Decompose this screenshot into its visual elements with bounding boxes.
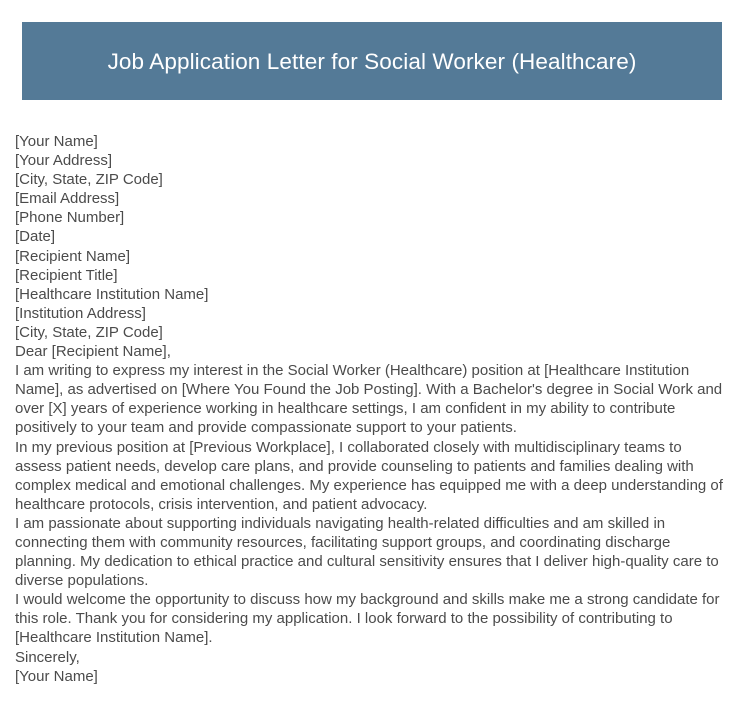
- sender-line-email: [Email Address]: [15, 190, 120, 208]
- body-paragraph-3: I am passionate about supporting individuals navigating health-related difficulties and am skilled in connecting them with community resources, facilitating support groups, and coordinating discharge planning. My dedication to ethical practice and cultural sensitivity ensures that I deliver high-quality care to diverse populations.: [15, 514, 719, 590]
- recipient-line-institution: [Healthcare Institution Name]: [15, 285, 209, 303]
- letter-body: [15, 132, 723, 686]
- recipient-line-address: [Institution Address]: [15, 304, 146, 322]
- recipient-address-block: [15, 247, 723, 342]
- body-paragraph-2: In my previous position at [Previous Workplace], I collaborated closely with multidisciplinary teams to assess patient needs, develop care plans, and provide counseling to patients and families dealing with complex medical and emotional challenges. My experience has equipped me with a deep understanding of healthcare protocols, crisis intervention, and patient advocacy.: [15, 438, 723, 513]
- sender-line-city-state-zip: [City, State, ZIP Code]: [15, 171, 163, 189]
- closing-salutation: Sincerely,: [15, 648, 80, 666]
- recipient-line-name: [Recipient Name]: [15, 247, 131, 265]
- page-title: Job Application Letter for Social Worker (Healthcare): [107, 48, 637, 74]
- recipient-line-title: [Recipient Title]: [15, 266, 118, 284]
- body-paragraph-1: I am writing to express my interest in the Social Worker (Healthcare) position at [Healthcare Institution Name], as advertised on [Where You Found the Job Posting]. With a Bachelor's degree in Social Work and over [X] years of experience working in healthcare settings, I am confident in my ability to contribute positively to your team and provide compassionate support to your patients.: [15, 362, 723, 437]
- body-paragraph-4: I would welcome the opportunity to discuss how my background and skills make me a strong candidate for this role. Thank you for considering my application. I look forward to the possibility of contributing to [Healthcare Institution Name].: [15, 591, 720, 647]
- document-header-banner: [22, 22, 722, 100]
- sender-line-address: [Your Address]: [15, 152, 113, 170]
- sender-line-phone: [Phone Number]: [15, 209, 125, 227]
- sender-line-date: [Date]: [15, 228, 56, 246]
- sender-line-name: [Your Name]: [15, 133, 98, 150]
- signature-name: [Your Name]: [15, 667, 98, 685]
- sender-address-block: [15, 132, 723, 247]
- recipient-line-city-state-zip: [City, State, ZIP Code]: [15, 323, 163, 341]
- salutation: Dear [Recipient Name],: [15, 343, 171, 361]
